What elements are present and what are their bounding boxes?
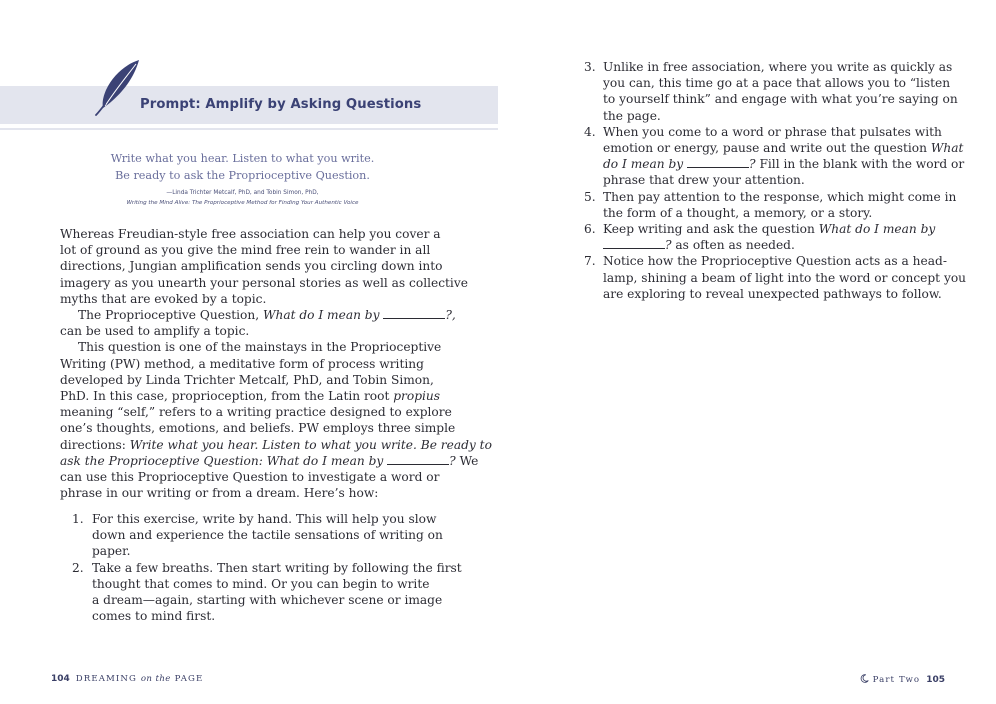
list-line: Notice how the Proprioceptive Question acts as a head- bbox=[603, 254, 947, 269]
list-line bbox=[603, 156, 965, 172]
prompt-title: Prompt: Amplify by Asking Questions bbox=[140, 97, 422, 112]
text-run: directions: bbox=[60, 437, 130, 452]
fill-blank bbox=[387, 454, 449, 465]
italic-run: What do I mean by bbox=[262, 308, 384, 323]
text-run: Fill in the blank with the word or bbox=[755, 157, 965, 172]
list-number: 5. bbox=[584, 189, 596, 204]
paragraph-3-line: one’s thoughts, emotions, and beliefs. PW employs three simple bbox=[60, 421, 456, 436]
list-line: paper. bbox=[92, 544, 131, 559]
list-item bbox=[60, 511, 443, 560]
list-number: 7. bbox=[584, 254, 596, 269]
list-line: comes to mind first. bbox=[92, 609, 216, 624]
list-line: Unlike in free association, where you write as quickly as bbox=[603, 60, 953, 74]
italic-run: What do I mean by bbox=[818, 222, 936, 237]
fill-blank bbox=[383, 308, 445, 319]
italic-run: do I mean by bbox=[603, 157, 688, 172]
list-item bbox=[584, 124, 965, 189]
epigraph bbox=[60, 150, 425, 208]
list-line: phrase that drew your attention. bbox=[603, 173, 805, 188]
list-line: a dream—again, starting with whichever scene or image bbox=[92, 593, 443, 608]
italic-run: ? bbox=[749, 157, 756, 172]
paragraph-3-line: phrase in our writing or from a dream. Here’s how: bbox=[60, 486, 379, 501]
italic-run: propius bbox=[393, 389, 441, 404]
quill-feather-icon bbox=[92, 58, 144, 116]
list-item bbox=[60, 560, 462, 625]
paragraph-1-line: Whereas Freudian-style free association can help you cover a bbox=[60, 227, 441, 241]
list-number: 4. bbox=[584, 124, 596, 139]
paragraph-1-line: lot of ground as you give the mind free rein to wander in all bbox=[60, 243, 431, 258]
italic-run: ? bbox=[665, 238, 672, 253]
text-run: emotion or energy, pause and write out the question bbox=[603, 141, 931, 156]
list-number: 3. bbox=[584, 60, 596, 74]
epigraph-source-title: Writing the Mind Alive: The Proprioceptive Method for Finding Your Authentic Voice bbox=[126, 200, 359, 206]
list-line bbox=[603, 237, 934, 253]
page-number: 105 bbox=[926, 675, 945, 685]
text-run: The Proprioceptive Question, bbox=[78, 308, 263, 323]
italic-run: ? bbox=[449, 453, 456, 468]
list-line: Take a few breaths. Then start writing by following the first bbox=[92, 560, 462, 575]
paragraph-3-line bbox=[60, 437, 492, 453]
list-line: you can, this time go at a pace that allows you to “listen bbox=[603, 76, 951, 91]
paragraph-2-line bbox=[60, 307, 456, 323]
paragraph-3-line: meaning “self,” refers to a writing practice designed to explore bbox=[60, 405, 452, 420]
italic-run: ?, bbox=[445, 308, 456, 323]
text-run: as often as needed. bbox=[671, 238, 795, 253]
prompt-band-underline bbox=[0, 128, 498, 130]
paragraph-1-line: directions, Jungian amplification sends you circling down into bbox=[60, 259, 443, 274]
paragraph-3-line bbox=[60, 388, 441, 404]
crescent-moon-icon bbox=[860, 674, 869, 683]
list-line: down and experience the tactile sensations of writing on bbox=[92, 528, 443, 543]
list-item bbox=[584, 189, 957, 221]
paragraph-2-line: can be used to amplify a topic. bbox=[60, 324, 250, 339]
list-number: 6. bbox=[584, 222, 596, 237]
paragraph-3-line: This question is one of the mainstays in the Proprioceptive bbox=[78, 340, 442, 355]
list-number: 2. bbox=[72, 560, 84, 575]
paragraph-1-line: imagery as you unearth your personal stories as well as collective bbox=[60, 275, 468, 290]
list-line: For this exercise, write by hand. This will help you slow bbox=[92, 512, 437, 526]
list-item bbox=[584, 253, 967, 302]
instruction-list-left bbox=[60, 511, 462, 624]
prompt-header-band bbox=[0, 86, 498, 130]
epigraph-line-2: Be ready to ask the Proprioceptive Question. bbox=[115, 169, 370, 182]
list-line: to yourself think” and engage with what you’re saying on bbox=[603, 92, 958, 107]
folio-right bbox=[860, 674, 945, 685]
text-run: Keep writing and ask the question bbox=[603, 222, 819, 237]
list-item bbox=[584, 221, 934, 253]
italic-run: What bbox=[930, 141, 964, 156]
text-run: PhD. In this case, proprioception, from the Latin root bbox=[60, 389, 394, 404]
epigraph-attribution: —Linda Trichter Metcalf, PhD, and Tobin Simon, PhD, bbox=[166, 190, 319, 196]
list-number: 1. bbox=[72, 512, 84, 526]
paragraph-3-line: Writing (PW) method, a meditative form of process writing bbox=[60, 356, 424, 371]
running-head: DREAMING bbox=[75, 674, 138, 684]
fill-blank bbox=[603, 238, 665, 249]
list-item bbox=[584, 59, 958, 124]
paragraph-3-line: can use this Proprioceptive Question to investigate a word or bbox=[60, 470, 440, 485]
paragraph-3-line bbox=[60, 453, 479, 469]
list-line: are exploring to reveal unexpected pathways to follow. bbox=[603, 286, 942, 301]
italic-run: Write what you hear. Listen to what you write. Be ready to bbox=[129, 437, 492, 452]
page-number: 104 bbox=[51, 674, 70, 684]
body-text bbox=[60, 226, 492, 501]
epigraph-line-1: Write what you hear. Listen to what you write. bbox=[110, 152, 375, 165]
text-run: We bbox=[455, 453, 479, 468]
folio-left bbox=[51, 674, 203, 684]
list-line bbox=[603, 140, 964, 156]
fill-blank bbox=[687, 157, 749, 168]
running-head-italic: on the bbox=[140, 674, 171, 684]
part-label: Part Two bbox=[872, 675, 921, 685]
paragraph-3-line: developed by Linda Trichter Metcalf, PhD, and Tobin Simon, bbox=[60, 372, 434, 387]
list-line: thought that comes to mind. Or you can begin to write bbox=[92, 576, 430, 591]
running-head-end: PAGE bbox=[174, 674, 204, 684]
instruction-list-right bbox=[584, 59, 967, 302]
list-line bbox=[603, 221, 934, 237]
list-line: the page. bbox=[603, 108, 661, 123]
list-line: the form of a thought, a memory, or a story. bbox=[603, 205, 873, 220]
paragraph-1-line: myths that are evoked by a topic. bbox=[60, 291, 267, 306]
list-line: Then pay attention to the response, which might come in bbox=[603, 189, 957, 204]
list-line: When you come to a word or phrase that pulsates with bbox=[603, 124, 942, 139]
list-line: lamp, shining a beam of light into the word or concept you bbox=[603, 270, 967, 285]
italic-run: ask the Proprioceptive Question: What do I mean by bbox=[60, 453, 388, 468]
